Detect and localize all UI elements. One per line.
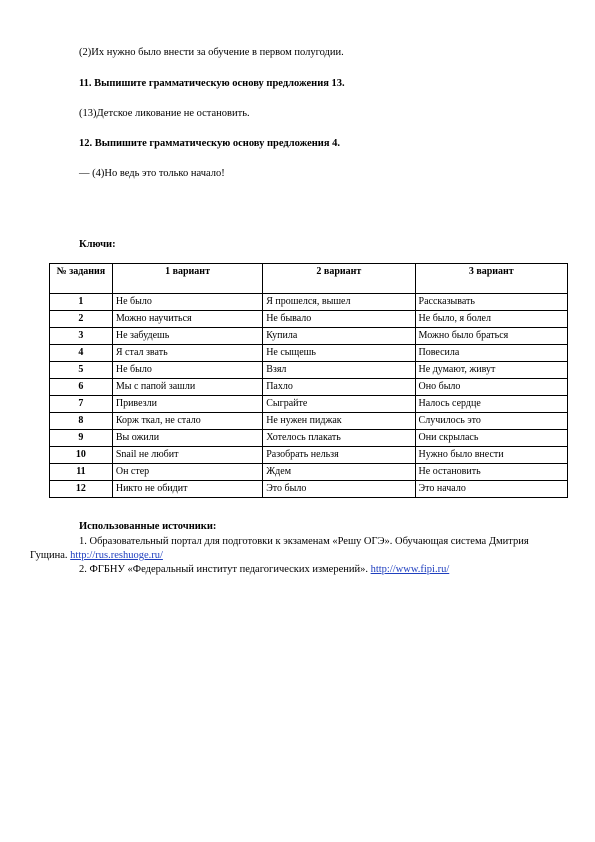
answer-cell-variant-1: Корж ткал, не стало <box>112 413 262 430</box>
answer-cell-variant-1: Он стер <box>112 464 262 481</box>
source-item-2 <box>79 563 559 577</box>
answer-cell-variant-2: Не сыщешь <box>263 345 415 362</box>
table-row <box>50 311 568 328</box>
answer-cell-variant-3: Они скрылась <box>415 430 567 447</box>
text-line-2: (2)Их нужно было внести за обучение в первом полугодии. <box>79 47 344 58</box>
table-row <box>50 362 568 379</box>
answer-cell-variant-1: Не забудешь <box>112 328 262 345</box>
task-number-cell: 5 <box>50 362 113 379</box>
answer-cell-variant-1: Вы ожили <box>112 430 262 447</box>
header-variant-3: 3 вариант <box>415 264 567 294</box>
header-variant-2: 2 вариант <box>263 264 415 294</box>
table-row <box>50 430 568 447</box>
text-line-4: — (4)Но ведь это только начало! <box>79 168 225 179</box>
answer-cell-variant-2: Сыграйте <box>263 396 415 413</box>
question-11: 11. Выпишите грамматическую основу предложения 13. <box>79 78 345 89</box>
table-header-row <box>50 264 568 294</box>
table-row <box>50 345 568 362</box>
source-1-link[interactable]: http://rus.reshuoge.ru/ <box>70 550 163 561</box>
answer-cell-variant-3: Рассказывать <box>415 294 567 311</box>
answer-cell-variant-1: Не было <box>112 362 262 379</box>
answer-cell-variant-3: Оно было <box>415 379 567 396</box>
table-row <box>50 379 568 396</box>
task-number-cell: 10 <box>50 447 113 464</box>
source-1-text: 1. Образовательный портал для подготовки к экзаменам «Решу ОГЭ». Обучающая система Дмитрия Гущина. <box>30 536 529 561</box>
task-number-cell: 4 <box>50 345 113 362</box>
answer-cell-variant-3: Можно было браться <box>415 328 567 345</box>
task-number-cell: 3 <box>50 328 113 345</box>
answer-cell-variant-2: Купила <box>263 328 415 345</box>
sources-title: Использованные источники: <box>79 521 217 532</box>
answer-cell-variant-3: Не думают, живут <box>415 362 567 379</box>
answer-cell-variant-2: Пахло <box>263 379 415 396</box>
question-12: 12. Выпишите грамматическую основу предложения 4. <box>79 138 341 149</box>
task-number-cell: 2 <box>50 311 113 328</box>
table-row <box>50 294 568 311</box>
answer-cell-variant-2: Разобрать нельзя <box>263 447 415 464</box>
answer-cell-variant-1: Snail не любит <box>112 447 262 464</box>
table-row <box>50 447 568 464</box>
answer-cell-variant-2: Это было <box>263 481 415 498</box>
answer-cell-variant-1: Никто не обидит <box>112 481 262 498</box>
text-line-13: (13)Детское ликование не остановить. <box>79 108 250 119</box>
table-row <box>50 481 568 498</box>
answer-cell-variant-2: Ждем <box>263 464 415 481</box>
task-number-cell: 12 <box>50 481 113 498</box>
task-number-cell: 7 <box>50 396 113 413</box>
answer-cell-variant-2: Хотелось плакать <box>263 430 415 447</box>
table-row <box>50 396 568 413</box>
table-row <box>50 328 568 345</box>
task-number-cell: 1 <box>50 294 113 311</box>
table-row <box>50 464 568 481</box>
keys-heading: Ключи: <box>79 239 116 250</box>
task-number-cell: 8 <box>50 413 113 430</box>
header-variant-1: 1 вариант <box>112 264 262 294</box>
task-number-cell: 9 <box>50 430 113 447</box>
source-2-text: 2. ФГБНУ «Федеральный институт педагогических измерений». <box>79 564 368 575</box>
answer-cell-variant-1: Не было <box>112 294 262 311</box>
source-2-link[interactable]: http://www.fipi.ru/ <box>370 564 450 575</box>
header-task-number: № задания <box>50 264 113 294</box>
answer-cell-variant-2: Не нужен пиджак <box>263 413 415 430</box>
answer-cell-variant-3: Случилось это <box>415 413 567 430</box>
source-item-1 <box>30 535 550 563</box>
answer-cell-variant-3: Повесила <box>415 345 567 362</box>
answer-cell-variant-3: Это начало <box>415 481 567 498</box>
answer-cell-variant-3: Не остановить <box>415 464 567 481</box>
answer-cell-variant-3: Налось сердце <box>415 396 567 413</box>
answer-keys-table <box>49 263 568 498</box>
table-row <box>50 413 568 430</box>
task-number-cell: 11 <box>50 464 113 481</box>
answer-cell-variant-1: Я стал звать <box>112 345 262 362</box>
answer-cell-variant-3: Не было, я болел <box>415 311 567 328</box>
answer-cell-variant-2: Я прошелся, вышел <box>263 294 415 311</box>
answer-cell-variant-2: Взял <box>263 362 415 379</box>
answer-cell-variant-1: Можно научиться <box>112 311 262 328</box>
task-number-cell: 6 <box>50 379 113 396</box>
answer-cell-variant-2: Не бывало <box>263 311 415 328</box>
answer-cell-variant-1: Мы с папой зашли <box>112 379 262 396</box>
answer-cell-variant-3: Нужно было внести <box>415 447 567 464</box>
answer-cell-variant-1: Привезли <box>112 396 262 413</box>
